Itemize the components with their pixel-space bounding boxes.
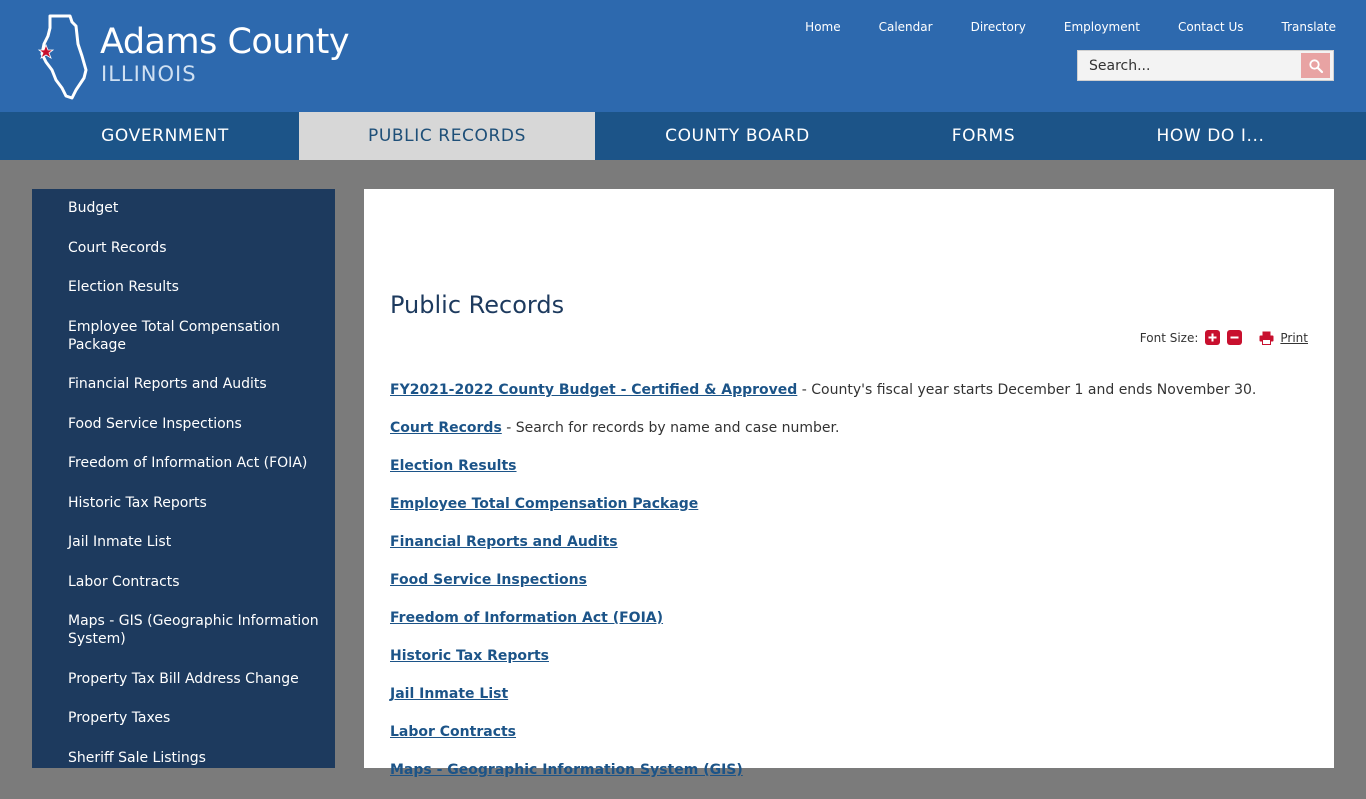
sidebar-item-label: Food Service Inspections — [68, 415, 242, 432]
link-maps-gis[interactable]: Maps - Geographic Information System (GIS) — [390, 762, 743, 778]
sidebar-item-label: Employee Total Compensation Package — [68, 318, 280, 353]
page-title: Public Records — [390, 291, 565, 319]
list-item — [390, 495, 1310, 513]
link-historic-tax[interactable]: Historic Tax Reports — [390, 648, 549, 664]
list-item — [390, 723, 1310, 741]
main-nav-county-board[interactable]: COUNTY BOARD — [665, 126, 810, 146]
print-link[interactable]: Print — [1280, 330, 1308, 345]
link-county-budget[interactable]: FY2021-2022 County Budget - Certified & Approved — [390, 382, 798, 398]
link-employee-compensation[interactable]: Employee Total Compensation Package — [390, 496, 699, 512]
main-content — [364, 189, 1334, 778]
illinois-map-icon — [36, 14, 96, 100]
list-item — [390, 381, 1310, 399]
plus-icon — [1208, 333, 1217, 342]
link-court-records[interactable]: Court Records — [390, 420, 502, 436]
sidebar-item-food-service[interactable] — [32, 415, 335, 455]
sidebar-item-historic-tax[interactable] — [32, 494, 335, 534]
search-input[interactable] — [1078, 51, 1302, 80]
main-nav-forms[interactable]: FORMS — [951, 126, 1016, 146]
font-size-label: Font Size: — [1139, 330, 1199, 345]
link-description: - County's fiscal year starts December 1 and ends November 30. — [797, 382, 1257, 398]
sidebar-item-label: Sheriff Sale Listings — [68, 749, 206, 766]
main-nav — [0, 112, 1366, 160]
nav-link-employment[interactable]: Employment — [1063, 20, 1140, 34]
records-list — [390, 381, 1310, 799]
sidebar-item-label: Property Taxes — [68, 710, 171, 726]
sidebar-item-label: Jail Inmate List — [68, 534, 172, 550]
sidebar-item-maps-gis[interactable] — [32, 612, 335, 670]
search-button[interactable] — [1301, 53, 1330, 78]
list-item — [390, 685, 1310, 703]
list-item — [390, 419, 1310, 437]
sidebar-item-address-change[interactable] — [32, 670, 335, 710]
list-item — [390, 571, 1310, 589]
sidebar-item-label: Budget — [68, 200, 119, 216]
nav-link-translate[interactable]: Translate — [1281, 20, 1336, 34]
sidebar-item-label: Financial Reports and Audits — [68, 376, 267, 392]
list-item — [390, 533, 1310, 551]
sidebar-item-label: Freedom of Information Act (FOIA) — [68, 455, 308, 471]
link-jail-inmate[interactable]: Jail Inmate List — [390, 686, 509, 702]
link-labor-contracts[interactable]: Labor Contracts — [390, 724, 517, 740]
link-foia[interactable]: Freedom of Information Act (FOIA) — [390, 610, 664, 626]
main-nav-government[interactable]: GOVERNMENT — [101, 126, 229, 146]
sidebar-item-jail-inmate[interactable] — [32, 533, 335, 573]
font-decrease-button[interactable] — [1227, 330, 1242, 345]
sidebar-item-labor-contracts[interactable] — [32, 573, 335, 613]
nav-link-home[interactable]: Home — [805, 20, 841, 34]
link-food-service[interactable]: Food Service Inspections — [390, 572, 587, 588]
list-item — [390, 647, 1310, 665]
logo-title: Adams County — [100, 22, 350, 62]
sidebar-item-budget[interactable] — [32, 199, 335, 239]
nav-link-directory[interactable]: Directory — [970, 20, 1026, 34]
county-logo[interactable] — [36, 14, 356, 102]
list-item — [390, 457, 1310, 475]
list-item — [390, 761, 1310, 779]
sidebar-item-employee-compensation[interactable] — [32, 318, 335, 376]
main-nav-public-records[interactable]: PUBLIC RECORDS — [299, 112, 595, 160]
sidebar-item-label: Labor Contracts — [68, 573, 180, 590]
nav-link-contact-us[interactable]: Contact Us — [1177, 20, 1244, 34]
sidebar-item-court-records[interactable] — [32, 239, 335, 279]
main-nav-how-do-i[interactable]: HOW DO I... — [1156, 126, 1265, 146]
minus-icon — [1230, 333, 1239, 342]
sidebar-nav — [32, 189, 335, 768]
link-financial-reports[interactable]: Financial Reports and Audits — [390, 534, 618, 550]
site-header — [0, 0, 1366, 112]
link-election-results[interactable]: Election Results — [390, 458, 517, 474]
sidebar-item-label: Election Results — [68, 279, 179, 295]
utility-nav — [767, 17, 1336, 37]
sidebar-item-property-taxes[interactable] — [32, 709, 335, 749]
sidebar-item-sheriff-sale[interactable] — [32, 749, 335, 789]
print-button[interactable] — [1259, 331, 1308, 345]
sidebar-item-label: Historic Tax Reports — [68, 494, 207, 511]
sidebar-item-label: Court Records — [68, 239, 167, 256]
printer-icon — [1259, 331, 1274, 345]
sidebar-item-financial-reports[interactable] — [32, 375, 335, 415]
sidebar-item-election-results[interactable] — [32, 278, 335, 318]
sidebar-item-label: Maps - GIS (Geographic Information System) — [68, 613, 319, 647]
sidebar-item-foia[interactable] — [32, 454, 335, 494]
link-description: - Search for records by name and case number. — [501, 420, 840, 436]
search-icon — [1308, 58, 1324, 74]
search-box — [1077, 50, 1334, 81]
sidebar-item-label: Property Tax Bill Address Change — [68, 670, 299, 687]
nav-link-calendar[interactable]: Calendar — [878, 20, 933, 34]
font-increase-button[interactable] — [1205, 330, 1220, 345]
page-tools — [1140, 330, 1308, 345]
list-item — [390, 609, 1310, 627]
logo-subtitle: ILLINOIS — [101, 62, 197, 86]
